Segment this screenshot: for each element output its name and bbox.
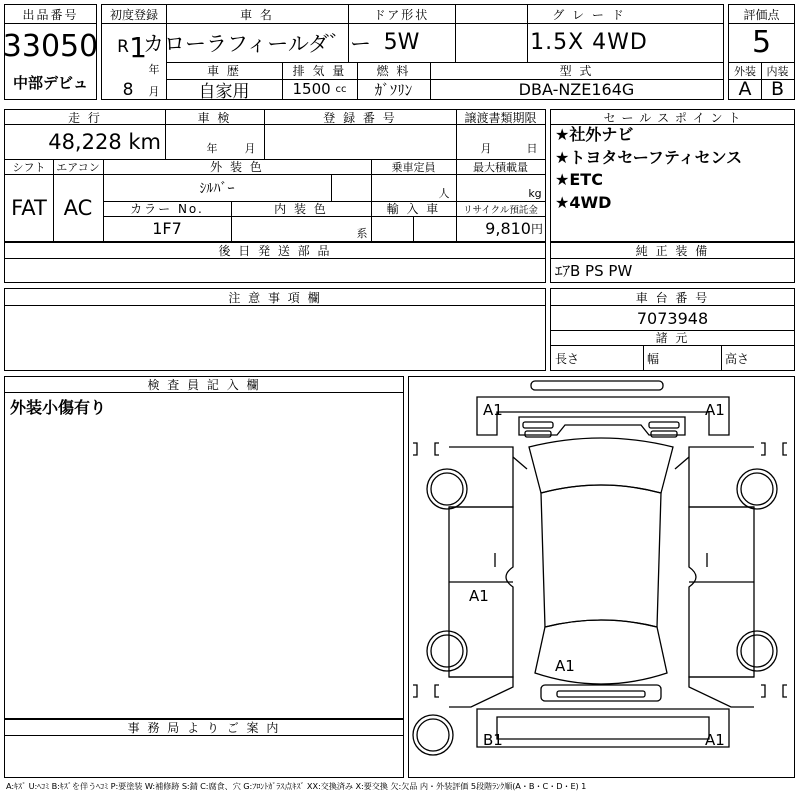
score-box [728, 4, 795, 100]
exterior-label: 外装 [734, 64, 756, 78]
mileage-unit: km [128, 129, 161, 154]
door-type: 5W [383, 30, 420, 55]
load-unit: kg [528, 186, 542, 200]
year-value: 1 [129, 30, 147, 64]
width-label: 幅 [647, 351, 660, 366]
fuel-label: 燃 料 [376, 64, 411, 78]
recycle-value [456, 216, 543, 241]
length-label: 長さ [555, 351, 580, 366]
fuel-value: ｶﾞｿﾘﾝ [374, 80, 413, 99]
sales-point: ★ETC [555, 170, 603, 189]
diagram-box [408, 376, 795, 778]
sales-point: ★社外ナビ [555, 125, 634, 144]
genuine-label: 純 正 装 備 [635, 244, 710, 258]
damage-mark: B1 [483, 731, 503, 749]
genuine-value: ｴｱB PS PW [555, 262, 633, 280]
int-color-label: 内 装 色 [274, 202, 328, 216]
rear-left-wheel [427, 631, 467, 671]
month-unit: 月 [148, 85, 160, 98]
mileage-value [5, 126, 161, 157]
damage-mark: A1 [555, 657, 575, 675]
int-color-unit: 系 [356, 227, 368, 240]
spare-tire [413, 715, 453, 755]
genuine-box [550, 242, 795, 283]
grade-label: グ レ ー ド [552, 7, 626, 22]
interior-score: B [770, 78, 785, 100]
color-value: ｼﾙﾊﾞｰ [199, 180, 235, 197]
insp-month-unit: 月 [244, 142, 256, 155]
sales-point: ★トヨタセーフティセンス [555, 147, 743, 167]
front-left-wheel [427, 469, 467, 509]
left-front-fender [449, 447, 513, 507]
car-diagram [409, 377, 794, 777]
capacity-label: 乗車定員 [391, 160, 436, 174]
mileage-number: 48,228 [48, 129, 122, 154]
lot-note: 中部デビュ [12, 73, 88, 92]
info-box [4, 109, 546, 242]
displacement-unit: cc [335, 83, 347, 95]
color-no-label: カラー No. [130, 202, 204, 216]
damage-mark: A1 [705, 731, 725, 749]
inspector-box [4, 376, 404, 719]
right-body [689, 507, 754, 677]
chassis-box [550, 288, 795, 371]
car-name-label: 車 名 [240, 7, 274, 22]
shift-label: シフト [12, 160, 46, 174]
ac-label: エアコン [56, 160, 100, 174]
header-box [101, 4, 724, 100]
front-bumper [477, 397, 729, 435]
sales-points [555, 124, 742, 214]
grade: 1.5X 4WD [530, 30, 648, 55]
transfer-day-unit: 日 [526, 142, 538, 155]
era: R [117, 37, 129, 57]
sales-label: セ ー ル ス ポ イ ン ト [603, 110, 742, 125]
front-right-wheel [737, 469, 777, 509]
score-label: 評価点 [743, 7, 780, 22]
chassis-value: 7073948 [636, 308, 709, 328]
office-label: 事 務 局 よ り ご 案 内 [127, 721, 281, 735]
lot-number: 33050 [2, 28, 99, 64]
displacement-number: 1500 [292, 80, 331, 98]
lot-box [4, 4, 97, 100]
model-value: DBA-NZE164G [518, 79, 635, 99]
notes-label: 注 意 事 項 欄 [228, 290, 322, 305]
hood [519, 417, 685, 435]
damage-mark: A1 [705, 401, 725, 419]
load-label: 最大積載量 [473, 160, 528, 174]
damage-mark: A1 [483, 401, 503, 419]
trunk-lid [541, 685, 661, 701]
door-label: ドア形状 [373, 7, 430, 22]
transfer-month-unit: 月 [480, 142, 492, 155]
damage-mark: A1 [469, 587, 489, 605]
model-label: 型 式 [559, 64, 594, 78]
inspector-label: 検 査 員 記 入 欄 [147, 378, 261, 392]
month-value: 8 [122, 80, 134, 100]
height-label: 高さ [725, 351, 750, 366]
year-unit: 年 [148, 63, 160, 76]
recycle-unit: 円 [530, 222, 543, 236]
later-parts-label: 後 日 発 送 部 品 [218, 244, 332, 258]
score-value: 5 [751, 25, 772, 60]
inspection-label: 車 検 [197, 110, 232, 125]
color-label: 外 装 色 [210, 160, 264, 174]
roof-line-top [531, 381, 663, 390]
rear-bumper [477, 709, 729, 747]
rear-right-wheel [737, 631, 777, 671]
capacity-unit: 人 [438, 187, 450, 200]
recycle-label: リサイクル預託金 [463, 204, 538, 216]
exterior-score: A [738, 78, 752, 100]
notes-box [4, 288, 546, 371]
insp-year-unit: 年 [206, 142, 218, 155]
right-rear-fender [689, 677, 754, 707]
sales-point: ★4WD [555, 192, 612, 212]
left-rear-fender [449, 677, 513, 707]
first-reg-label: 初度登録 [109, 7, 158, 22]
sales-box [550, 109, 795, 242]
displacement-label: 排 気 量 [292, 64, 347, 78]
import-label: 輸 入 車 [386, 202, 441, 216]
shift-value: FAT [11, 195, 47, 220]
history-value: 自家用 [198, 81, 250, 102]
car-name: カローラフィールダ゛ー [142, 31, 372, 56]
interior-label: 内装 [766, 64, 789, 78]
legend: A:ｷｽﾞ U:ﾍｺﾐ B:ｷｽﾞを伴うﾍｺﾐ P:要塗装 W:補修跡 S:錆 C:腐食、穴 G:ﾌﾛﾝﾄｶﾞﾗｽ点ｷｽﾞ XX:交換済み X:要交換 欠:欠品 内・外装評価 5段階ﾗﾝｸ順(A・B・C・D・E) 1 [6, 781, 587, 791]
mileage-label: 走 行 [68, 110, 102, 125]
roof [541, 485, 661, 627]
reg-no-label: 登 録 番 号 [323, 110, 397, 125]
recycle-number: 9,810 [485, 219, 531, 238]
transfer-label: 譲渡書類期限 [464, 110, 537, 125]
office-box [4, 719, 404, 778]
history-label: 車 歴 [207, 64, 241, 78]
ac-value: AC [63, 195, 93, 220]
lot-label: 出品番号 [22, 7, 79, 22]
chassis-label: 車 台 番 号 [635, 290, 710, 305]
dims-label: 諸 元 [655, 331, 690, 345]
displacement-value [282, 79, 357, 99]
inspector-text: 外装小傷有り [10, 397, 107, 417]
color-no-value: 1F7 [152, 219, 182, 238]
later-parts-box [4, 242, 546, 283]
